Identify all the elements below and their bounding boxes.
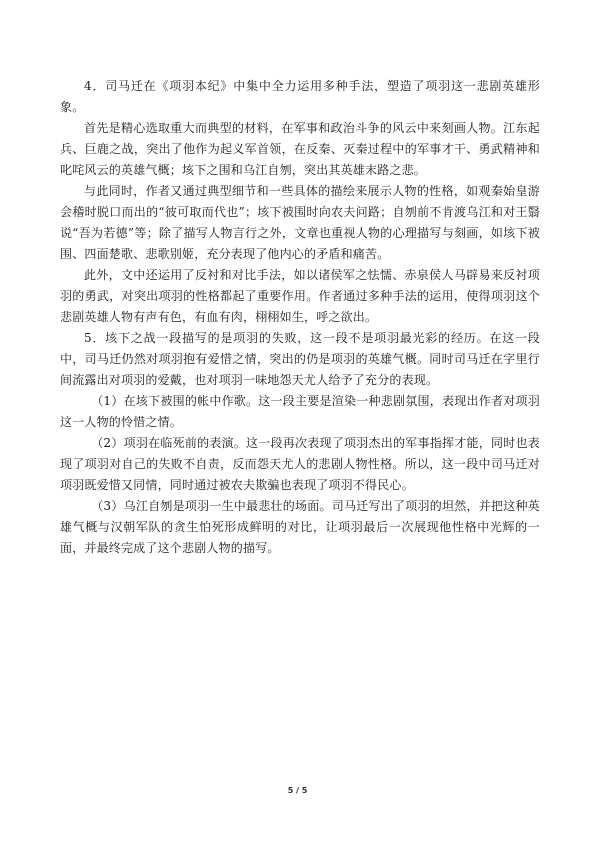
paragraph-q4-contrast: 此外，文中还运用了反衬和对比手法，如以诸侯军之怯懦、赤泉侯人马辟易来反衬项羽的勇武，对突出项羽的性格都起了重要作用。作者通过多种手法的运用，使得项羽这个悲剧英雄人物有声有色，有血有肉，栩栩如生，呼之欲出。 [60,268,540,324]
paragraph-q5-point-1: （1）在垓下被围的帐中作歌。这一段主要是渲染一种悲剧氛围，表现出作者对项羽这一人物的怜惜之情。 [60,394,540,429]
page-number: 5 / 5 [287,786,308,795]
document-body [60,76,540,559]
paragraph-q5-point-2: （2）项羽在临死前的表演。这一段再次表现了项羽杰出的军事指挥才能，同时也表现了项羽对自己的失败不自责，反而怨天尤人的悲剧人物性格。所以，这一段中司马迁对项羽既爱惜又同情，同时通过被农夫欺骗也表现了项羽不得民心。 [60,436,540,492]
paragraph-q5-intro: 5．垓下之战一段描写的是项羽的失败，这一段不是项羽最光彩的经历。在这一段中，司马迁仍然对项羽抱有爱惜之情，突出的仍是项羽的英雄气概。同时司马迁在字里行间流露出对项羽的爱戴，也对项羽一味地怨天尤人给予了充分的表现。 [60,331,540,387]
paragraph-q5-point-3: （3）乌江自刎是项羽一生中最悲壮的场面。司马迁写出了项羽的坦然，并把这种英雄气概与汉朝军队的贪生怕死形成鲜明的对比，让项羽最后一次展现他性格中光辉的一面，并最终完成了这个悲剧人物的描写。 [60,499,540,555]
paragraph-q4-intro: 4．司马迁在《项羽本纪》中集中全力运用多种手法，塑造了项羽这一悲剧英雄形象。 [60,79,540,114]
paragraph-q4-details: 与此同时，作者又通过典型细节和一些具体的描绘来展示人物的性格，如观秦始皇游会稽时脱口而出的“彼可取而代也”；垓下被围时向农夫问路；自刎前不肯渡乌江和对王翳说“吾为若德”等；除了描写人物言行之外，文章也重视人物的心理描写与刻画，如垓下被围、四面楚歌、悲歌别姬，充分表现了他内心的矛盾和痛苦。 [60,184,540,261]
paragraph-q4-materials: 首先是精心选取重大而典型的材料，在军事和政治斗争的风云中来刻画人物。江东起兵、巨鹿之战，突出了他作为起义军首领，在反秦、灭秦过程中的军事才干、勇武精神和叱咤风云的英雄气概；垓下之围和乌江自刎，突出其英雄末路之悲。 [60,121,540,177]
